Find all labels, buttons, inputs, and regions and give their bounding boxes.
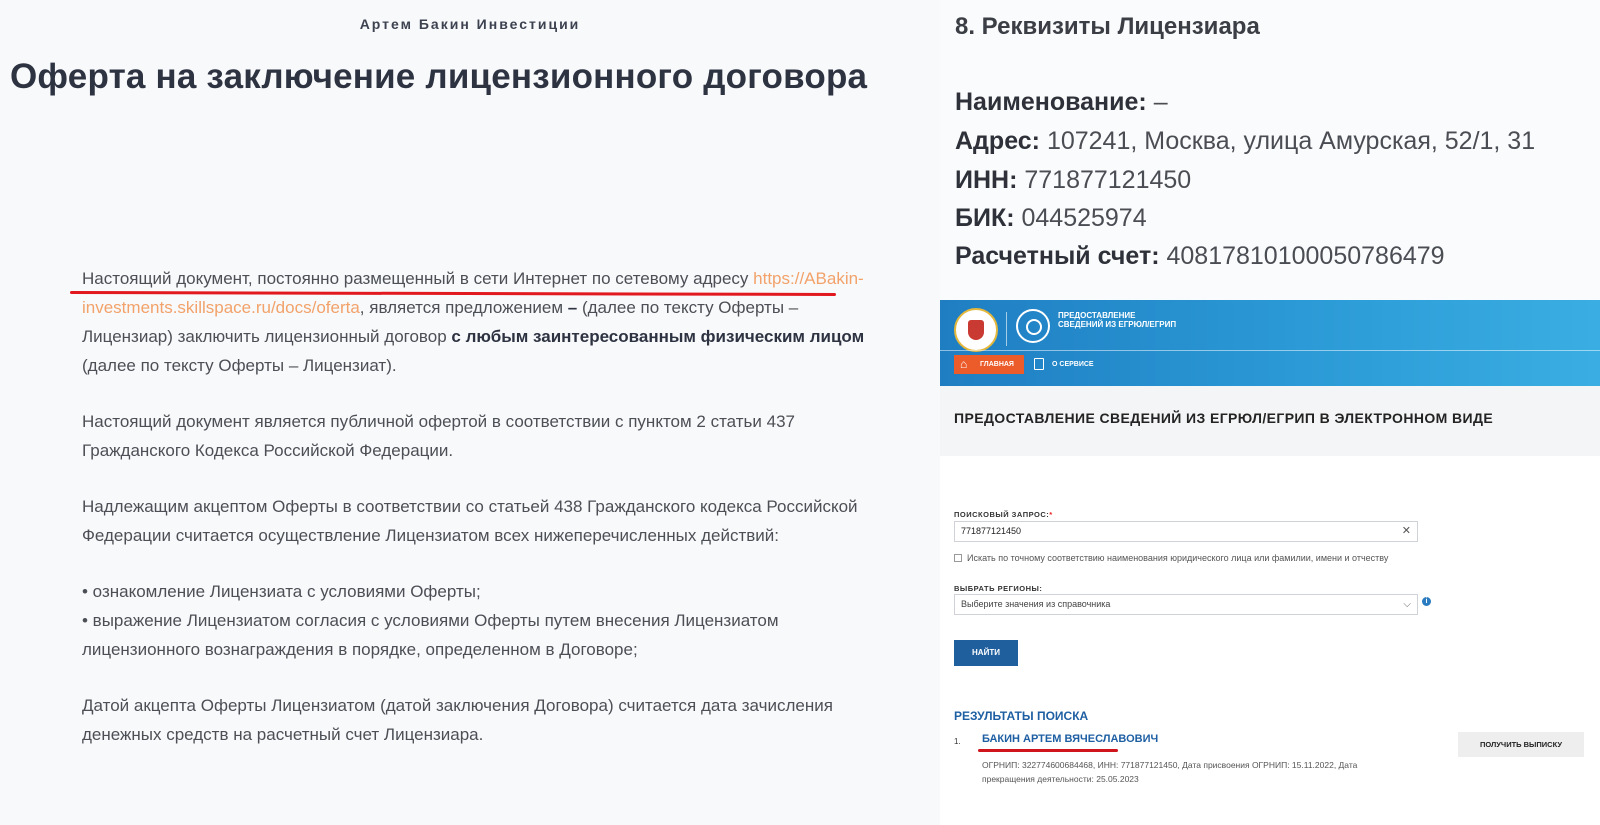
requisite-name [955,88,1168,117]
requisite-address [955,127,1535,156]
result-details: ОГРНИП: 322774600684468, ИНН: 771877121450, Дата присвоения ОГРНИП: 15.11.2022, Дата прекращения деятельности: 25.05.2023 [982,760,1358,784]
requisites-pane [940,0,1600,300]
address-value: 107241, Москва, улица Амурская, 52/1, 31 [1040,127,1536,155]
offer-paragraph-3: Надлежащим акцептом Оферты в соответствии со статьей 438 Гражданского кодекса Российской Федерации считается осуществление Лицензиатом всех нижеперечисленных действий: [82,497,858,545]
home-icon: ⌂ [960,357,968,371]
inn-value: 771877121450 [1017,166,1192,194]
requisites-heading: 8. Реквизиты Лицензиара [955,13,1260,40]
document-icon [1034,358,1044,370]
results-title: РЕЗУЛЬТАТЫ ПОИСКА [954,709,1089,723]
address-label: Адрес: [955,127,1040,155]
service-search-icon [1016,309,1050,343]
offer-paragraph-4: Датой акцепта Оферты Лицензиатом (датой заключения Договора) считается дата зачисления денежных средств на расчетный счет Лицензиара. [82,696,833,744]
page-title-band [940,386,1600,456]
p1-text-4: (далее по тексту Оферты – Лицензиат). [82,356,397,375]
get-extract-button[interactable]: ПОЛУЧИТЬ ВЫПИСКУ [1458,732,1584,757]
result-highlight-underline [978,749,1118,752]
required-marker: * [1049,510,1053,519]
bik-value: 044525974 [1014,204,1147,232]
regions-placeholder: Выберите значения из справочника [961,599,1111,609]
account-value: 40817810100050786479 [1159,242,1445,270]
offer-bullet-list [82,577,872,664]
query-label-text: ПОИСКОВЫЙ ЗАПРОС: [954,510,1050,519]
exact-match-checkbox[interactable] [954,554,962,562]
bullet-item: • ознакомление Лицензиата с условиями Оферты; [82,582,481,601]
regions-label: ВЫБРАТЬ РЕГИОНЫ: [954,584,1043,593]
egrul-header [940,300,1600,386]
p1-text-3: (далее по тексту Оферты – Лицензиар) заключить лицензионный договор [82,298,799,346]
offer-link[interactable]: https://ABakin-investments.skillspace.ru/docs/oferta [82,269,864,317]
bullet-item: • выражение Лицензиатом согласия с условиями Оферты путем внесения Лицензиатом лицензионного вознаграждения в порядке, определенном в Договоре; [82,611,779,659]
p1-text-1: Настоящий документ, постоянно размещенный в сети Интернет по сетевому адресу [82,269,754,288]
p1-text-2: , является предложением [359,298,568,317]
exact-match-label: Искать по точному соответствию наименования юридического лица или фамилии, имени и отчеству [967,553,1389,563]
nav-about-label: О СЕРВИСЕ [1052,361,1094,368]
search-query-value: 771877121450 [961,526,1022,536]
egrul-nav [940,350,1600,376]
p1-dash: – [567,298,578,317]
fns-emblem-icon[interactable] [954,308,998,352]
header-divider [1006,312,1007,346]
nav-home-label: ГЛАВНАЯ [980,361,1014,368]
brand-name[interactable]: Артем Бакин Инвестиции [359,16,581,32]
requisite-account [955,242,1445,271]
p1-bold: с любым заинтересованным физическим лицом [451,327,865,346]
offer-paragraph-1 [82,264,872,380]
requisite-inn [955,166,1191,195]
exact-match-option [954,553,1388,563]
result-number: 1. [954,737,961,746]
clear-icon[interactable]: ✕ [1401,525,1411,537]
bik-label: БИК: [955,204,1015,232]
chevron-down-icon: ⌵ [1403,599,1411,610]
requisite-bik [955,204,1147,233]
offer-body [82,264,872,776]
nav-about[interactable] [1030,355,1094,374]
service-title: ПРЕДОСТАВЛЕНИЕ СВЕДЕНИЙ ИЗ ЕГРЮЛ/ЕГРИП [1058,311,1177,329]
name-value: – [1146,88,1168,116]
offer-title: Оферта на заключение лицензионного договора [10,57,868,96]
result-name-link[interactable]: БАКИН АРТЕМ ВЯЧЕСЛАВОВИЧ [982,733,1159,745]
regions-select[interactable] [954,594,1418,615]
name-label: Наименование: [955,88,1147,116]
page-title: ПРЕДОСТАВЛЕНИЕ СВЕДЕНИЙ ИЗ ЕГРЮЛ/ЕГРИП В ЭЛЕКТРОННОМ ВИДЕ [954,410,1494,426]
search-query-input[interactable] [954,521,1418,542]
find-button[interactable]: НАЙТИ [954,640,1018,666]
offer-paragraph-2: Настоящий документ является публичной офертой в соответствии с пунктом 2 статьи 437 Гражданского Кодекса Российской Федерации. [82,412,795,460]
account-label: Расчетный счет: [955,242,1160,270]
inn-label: ИНН: [955,166,1018,194]
nav-home[interactable] [954,355,1024,374]
egrul-service-pane [940,300,1600,825]
query-label [954,510,1053,519]
info-icon[interactable]: i [1422,597,1431,606]
